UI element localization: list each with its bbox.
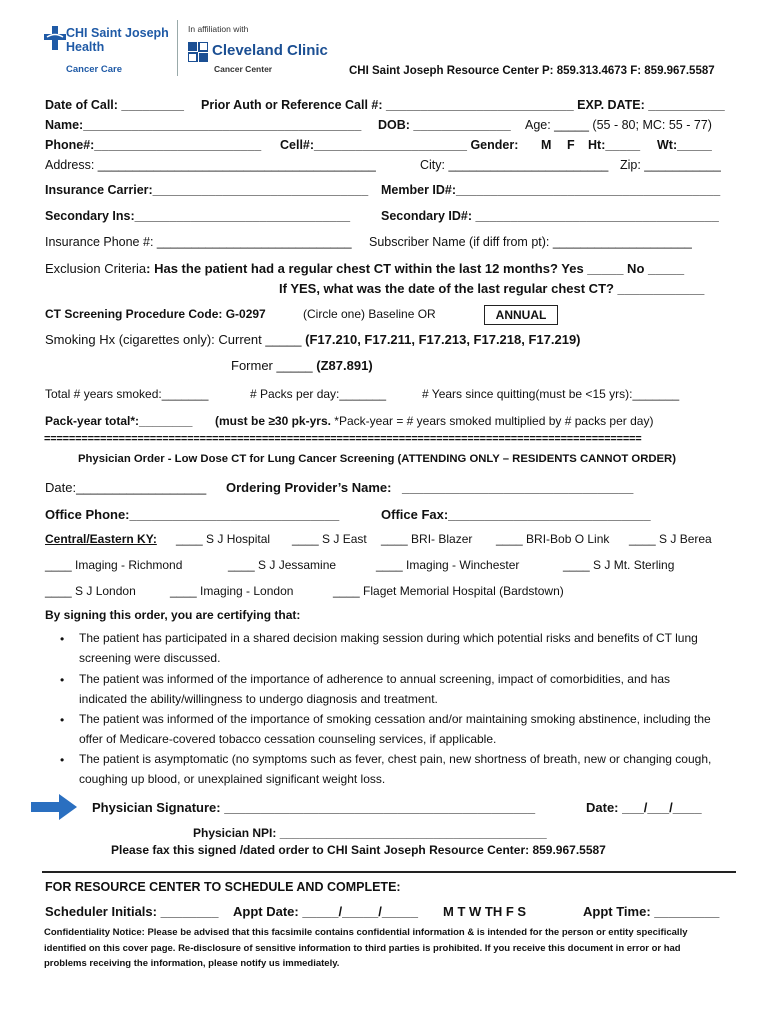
chi-logo-line2: Health [66,40,105,54]
phone-field[interactable]: Phone#:________________________ [45,138,262,152]
cc-name: Cleveland Clinic [212,42,328,59]
chi-cross-icon [44,26,66,50]
ordering-provider-label: Ordering Provider’s Name: [226,480,392,495]
office-fax-field[interactable]: Office Fax:____________________________ [381,507,651,522]
gender-f[interactable]: F [567,138,575,152]
resource-center-contact: CHI Saint Joseph Resource Center P: 859.313.4673 F: 859.967.5587 [349,65,715,77]
physician-npi-field[interactable]: Physician NPI: ________________________________________ [193,826,547,840]
certify-intro: By signing this order, you are certifying that: [45,608,301,622]
fax-instruction: Please fax this signed /dated order to CHI Saint Joseph Resource Center: 859.967.5587 [111,843,606,857]
certify-bullet-2: The patient was informed of the importance of adherence to annual screening, impact of comorbidities, and has indicated the ability/willingness to undergo diagnosis and treatment. [79,672,671,706]
appt-time-field[interactable]: Appt Time: _________ [583,904,720,919]
years-quitting-field[interactable]: # Years since quitting(must be <15 yrs):_______ [422,387,680,401]
smoking-former-code: (Z87.891) [316,358,373,373]
bullet-mark: • [60,713,65,727]
order-title: Physician Order - Low Dose CT for Lung Cancer Screening (ATTENDING ONLY – RESIDENTS CANNOT ORDER) [78,453,676,465]
order-date-field[interactable]: Date:__________________ [45,480,207,495]
smoking-hx-label: Smoking Hx (cigarettes only): [45,332,215,347]
age-field[interactable]: Age: _____ (55 - 80; MC: 55 - 77) [525,118,712,132]
appt-days[interactable]: M T W TH F S [443,904,527,919]
cc-affiliation: In affiliation with [188,24,249,34]
location-sj-east[interactable]: ____ S J East [292,532,367,546]
region-label: Central/Eastern KY: [45,532,157,546]
total-years-smoked-field[interactable]: Total # years smoked:_______ [45,387,209,401]
exclusion-question[interactable]: : Has the patient had a regular chest CT within the last 12 months? Yes _____ No _____ [146,261,685,276]
arrow-right-icon [31,792,79,822]
pack-year-note [215,414,653,428]
cc-sub: Cancer Center [214,64,273,74]
physician-signature-field[interactable]: Physician Signature: ___________________________________________ [92,800,536,815]
gender-m[interactable]: M [541,138,552,152]
exclusion-followup[interactable]: If YES, what was the date of the last regular chest CT? ____________ [279,281,705,296]
appt-date-field[interactable]: Appt Date: _____/_____/_____ [233,904,419,919]
location-sj-london[interactable]: ____ S J London [45,584,136,598]
logo-divider [177,20,178,76]
smoking-former-field[interactable]: Former _____ [231,358,313,373]
subscriber-name-field[interactable]: Subscriber Name (if diff from pt): ____________________ [369,235,692,249]
signature-date-field[interactable]: Date: ___/___/____ [586,800,702,815]
location-sj-mt-sterling[interactable]: ____ S J Mt. Sterling [563,558,675,572]
bullet-mark: • [60,632,65,646]
certify-bullet-4: The patient is asymptomatic (no symptoms such as fever, chest pain, new shortness of breath, new or changing cough, coughing up blood, or unexplained significant weight loss. [79,752,712,786]
chi-logo-line3: Cancer Care [66,64,122,75]
circle-one-baseline[interactable]: (Circle one) Baseline OR [303,307,436,321]
insurance-phone-field[interactable]: Insurance Phone #: ____________________________ [45,235,352,249]
cleveland-clinic-logo [186,22,336,82]
smoking-current-codes: (F17.210, F17.211, F17.213, F17.218, F17.219) [305,332,581,347]
office-phone-field[interactable]: Office Phone:_____________________________ [45,507,340,522]
confidentiality-notice: Confidentiality Notice: Please be advised that this facsimile contains confidential information & is intended for the person or entity specifically identified on this cover page. Re-disclosure of sensitive information to third parties is prohibited. If you receive this document in error or had problems receiving the information, please notify us immediately. [44,927,688,969]
exclusion-label: Exclusion Criteria [45,261,147,276]
procedure-code: CT Screening Procedure Code: G-0297 [45,307,266,321]
location-bri-blazer[interactable]: ____ BRI- Blazer [381,532,473,546]
location-imaging-winchester[interactable]: ____ Imaging - Winchester [376,558,520,572]
bullet-mark: • [60,673,65,687]
chi-logo-line1: CHI Saint Joseph [66,26,169,40]
location-sj-berea[interactable]: ____ S J Berea [629,532,712,546]
resource-title: FOR RESOURCE CENTER TO SCHEDULE AND COMPLETE: [45,880,401,894]
certify-bullet-3: The patient was informed of the importance of smoking cessation and/or maintaining smoking abstinence, including the offer of Medicare-covered tobacco cessation counseling services, if applicable. [79,712,711,746]
certify-bullet-1: The patient has participated in a shared decision making session during which potential risks and benefits of CT lung screening were discussed. [79,631,698,665]
resource-divider [42,871,736,873]
prior-auth-field[interactable]: Prior Auth or Reference Call #: ___________________________ EXP. DATE: ___________ [201,98,725,112]
secondary-ins-field[interactable]: Secondary Ins:_______________________________ [45,209,351,223]
city-field[interactable]: City: _______________________ [420,158,609,172]
weight-field[interactable]: Wt:_____ [657,138,712,152]
address-field[interactable]: Address: ________________________________________ [45,158,376,172]
member-id-field[interactable]: Member ID#:______________________________________ [381,183,721,197]
separator-line: ================================================================================================ [44,433,642,445]
height-field[interactable]: Ht:_____ [588,138,641,152]
location-sj-hospital[interactable]: ____ S J Hospital [176,532,271,546]
cell-field[interactable]: Cell#:______________________ Gender: [280,138,519,152]
chi-saint-joseph-logo [44,22,184,82]
annual-option[interactable]: ANNUAL [484,305,558,325]
smoking-current-field[interactable]: Current _____ [218,332,302,347]
location-bri-bob-o-link[interactable]: ____ BRI-Bob O Link [496,532,610,546]
location-flaget-memorial[interactable]: ____ Flaget Memorial Hospital (Bardstown) [333,584,564,598]
pack-year-requirement: (must be ≥30 pk-yrs. [215,414,331,428]
dob-field[interactable]: DOB: ______________ [378,118,511,132]
pack-year-total-field[interactable]: Pack-year total*:________ [45,414,193,428]
insurance-carrier-field[interactable]: Insurance Carrier:_______________________________ [45,183,369,197]
name-field[interactable]: Name:________________________________________ [45,118,362,132]
smoking-former [231,358,373,373]
pack-year-definition: *Pack-year = # years smoked multiplied by # packs per day) [330,414,654,428]
zip-field[interactable]: Zip: ___________ [620,158,721,172]
packs-per-day-field[interactable]: # Packs per day:_______ [250,387,387,401]
ordering-provider-field[interactable]: ________________________________ [402,480,634,495]
bullet-mark: • [60,753,65,767]
smoking-hx [45,332,581,347]
location-imaging-richmond[interactable]: ____ Imaging - Richmond [45,558,183,572]
scheduler-initials-field[interactable]: Scheduler Initials: ________ [45,904,219,919]
date-of-call-field[interactable]: Date of Call: _________ [45,98,184,112]
location-imaging-london[interactable]: ____ Imaging - London [170,584,294,598]
cleveland-clinic-icon [188,42,208,62]
location-sj-jessamine[interactable]: ____ S J Jessamine [228,558,337,572]
secondary-id-field[interactable]: Secondary ID#: ___________________________________ [381,209,719,223]
exclusion-criteria [45,261,684,276]
